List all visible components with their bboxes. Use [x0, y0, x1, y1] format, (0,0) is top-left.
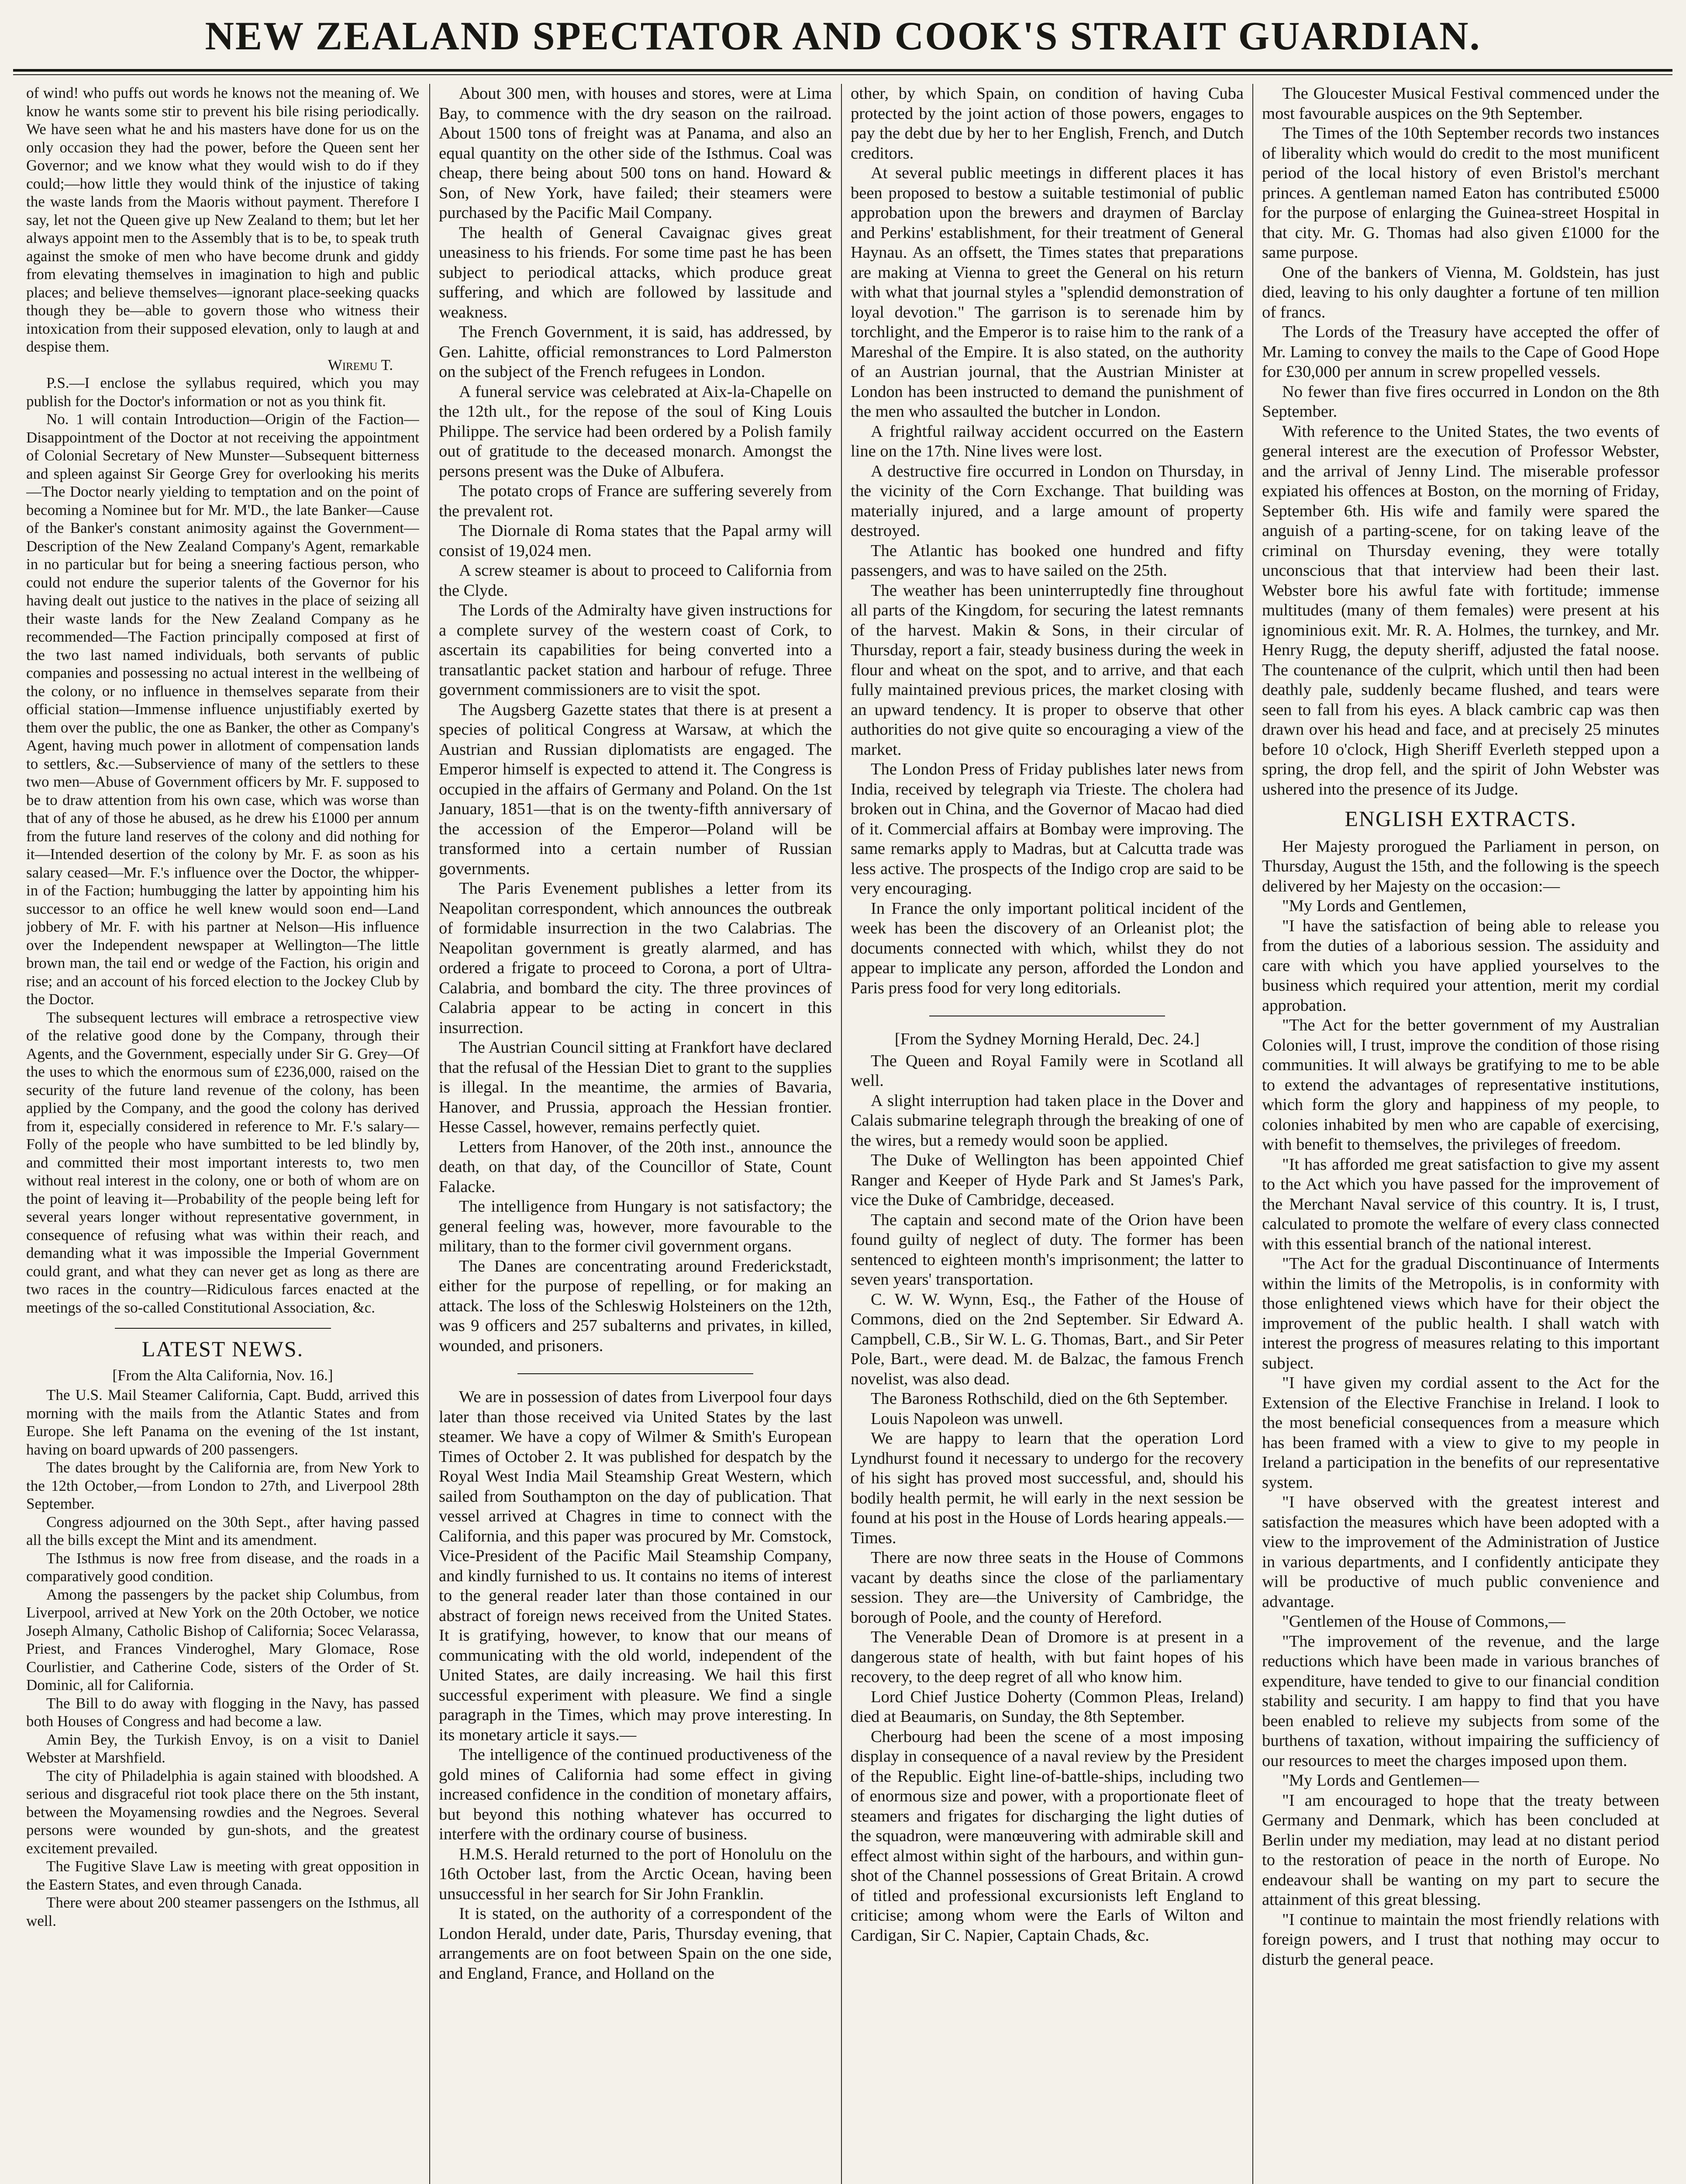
news-item: Louis Napoleon was unwell. — [871, 1409, 1063, 1428]
section-heading-english-extracts: ENGLISH EXTRACTS. — [1345, 806, 1577, 831]
news-item: Amin Bey, the Turkish Envoy, is on a visit to Daniel Webster at Marshfield. — [26, 1731, 419, 1766]
news-item: C. W. W. Wynn, Esq., the Father of the House of Commons, died on the 2nd September. Sir Edward A. Campbell, C.B., Sir W. L. G. Thomas, Bart., and Sir Peter Pole, Bart., were dead. M. de Balzac, the famous French novelist, was also dead. — [851, 1290, 1244, 1388]
news-item: The dates brought by the California are, from New York to the 12th October,—from London to 27th, and Liverpool 28th September. — [26, 1459, 419, 1512]
speech-paragraph: Her Majesty prorogued the Parliament in person, on Thursday, August the 15th, and the following is the speech delivered by her Majesty on the occasion:— — [1262, 837, 1659, 895]
column-divider — [429, 84, 430, 2184]
masthead-title: NEW ZEALAND SPECTATOR AND COOK'S STRAIT GUARDIAN. — [205, 14, 1481, 58]
news-item: Cherbourg had been the scene of a most imposing display in consequence of a naval review by the President of the Republic. Eight line-of-battle-ships, including two of enormous size and power, with a proportionate fleet of steamers and frigates for discharging the light duties of the squadron, were manœuvering with admirable skill and effect almost within sight of the harbours, and within gun-shot of the Channel possessions of Great Britain. A crowd of titled and professional excursionists left England to criticise; among whom were the Earls of Wilton and Cardigan, Sir C. Napier, Captain Chads, &c. — [851, 1727, 1244, 1945]
news-item: The London Press of Friday publishes later news from India, received by telegraph via Trieste. The cholera had broken out in China, and the Governor of Macao had died of it. Commercial affairs at Bombay were improving. The same remarks apply to Madras, but at Calcutta trade was less active. The prospects of the Indigo crop are said to be very encouraging. — [851, 760, 1244, 898]
speech-paragraph: "My Lords and Gentlemen, — [1282, 897, 1467, 915]
news-item: A screw steamer is about to proceed to California from the Clyde. — [439, 561, 832, 600]
news-item: The intelligence of the continued productiveness of the gold mines of California had some effect in giving increased confidence in the condition of monetary affairs, but beyond this nothing whatever has occurred to interfere with the ordinary course of business. — [439, 1745, 832, 1843]
news-item: There were about 200 steamer passengers on the Isthmus, all well. — [26, 1894, 419, 1929]
news-item: other, by which Spain, on condition of having Cuba protected by the joint action of those powers, engages to pay the debt due by her to her English, French, and Dutch creditors. — [851, 84, 1244, 162]
news-item: A funeral service was celebrated at Aix-la-Chapelle on the 12th ult., for the repose of the soul of King Louis Philippe. The service had been ordered by a Polish family out of gratitude to the deceased monarch. Amongst the persons present was the Duke of Albufera. — [439, 382, 832, 480]
news-item: The Queen and Royal Family were in Scotland all well. — [851, 1051, 1244, 1090]
news-item: The U.S. Mail Steamer California, Capt. Budd, arrived this morning with the mails from the Atlantic States and from Europe. She left Panama on the evening of the 1st instant, having on board upwards of 200 passengers. — [26, 1386, 419, 1458]
news-item: The city of Philadelphia is again stained with bloodshed. A serious and disgraceful riot took place there on the 5th instant, between the Moyamensing rowdies and the Negroes. Several persons were wounded by gun-shots, and the greatest excitement prevailed. — [26, 1767, 419, 1857]
news-item: The Danes are concentrating around Frederickstadt, either for the purpose of repelling, or for making an attack. The loss of the Schleswig Holsteiners on the 12th, was 9 officers and 257 subalterns and privates, in killed, wounded, and prisoners. — [439, 1257, 832, 1355]
news-item: The Duke of Wellington has been appointed Chief Ranger and Keeper of Hyde Park and St James's Park, vice the Duke of Cambridge, deceased. — [851, 1151, 1244, 1209]
speech-paragraph: "It has afforded me great satisfaction to give my assent to the Act which you have passed for the improvement of the Merchant Naval service of this country. It is, I trust, calculated to promote the welfare of every class connected with this essential branch of the national interest. — [1262, 1155, 1659, 1253]
news-item: The captain and second mate of the Orion have been found guilty of neglect of duty. The former has been sentenced to eighteen month's imprisonment; the latter to seven years' transportation. — [851, 1210, 1244, 1289]
news-item: There are now three seats in the House of Commons vacant by deaths since the close of the parliamentary session. They are—the University of Cambridge, the borough of Poole, and the county of Hereford. — [851, 1548, 1244, 1627]
speech-paragraph: "Gentlemen of the House of Commons,— — [1282, 1612, 1565, 1631]
news-item: We are in possession of dates from Liverpool four days later than those received via United States by the last steamer. We have a copy of Wilmer & Smith's European Times of October 2. It was published for despatch by the Royal West India Mail Steamship Great Western, which sailed from Southampton on the day of publication. That vessel arrived at Chagres in time to connect with the California, and this paper was procured by Mr. Comstock, Vice-President of the Pacific Mail Steamship Company, and kindly furnished to us. It contains no items of interest to the general reader later than those contained in our abstract of foreign news received from the United States. It is gratifying, however, to know that our means of communicating with the old world, independent of the United States, are daily increasing. We hail this first successful experiment with pleasure. We find a single paragraph in the Times, which may prove interesting. In its monetary article it says.— — [439, 1388, 832, 1744]
news-item: The French Government, it is said, has addressed, by Gen. Lahitte, official remonstrances to Lord Palmerston on the subject of the French refugees in London. — [439, 323, 832, 381]
news-item: No fewer than five fires occurred in London on the 8th September. — [1262, 382, 1659, 421]
news-item: The Fugitive Slave Law is meeting with great opposition in the Eastern States, and even through Canada. — [26, 1858, 419, 1893]
news-item: The Venerable Dean of Dromore is at present in a dangerous state of health, with but faint hopes of his recovery, to the deep regret of all who know him. — [851, 1628, 1244, 1686]
news-item: The Lords of the Admiralty have given instructions for a complete survey of the western coast of Cork, to ascertain its capabilities for being converted into a transatlantic packet station and harbour of refuge. Three government commissioners are to visit the spot. — [439, 601, 832, 699]
column-4 — [1262, 84, 1659, 2184]
news-item: H.M.S. Herald returned to the port of Honolulu on the 16th October last, from the Arctic Ocean, having been unsuccessful in her search for Sir John Franklin. — [439, 1845, 832, 1903]
news-item: The Augsberg Gazette states that there is at present a species of political Congress at Warsaw, at which the Austrian and Russian diplomatists are engaged. The Emperor himself is expected to attend it. The Congress is occupied in the affairs of Germany and Poland. On the 1st January, 1851—that is on the twenty-fifth anniversary of the accession of the Emperor—Poland will be transformed into a certain number of Russian governments. — [439, 700, 832, 878]
syllabus-paragraph: No. 1 will contain Introduction—Origin of the Faction—Disappointment of the Doctor at not receiving the appointment of Colonial Secretary of New Munster—Subsequent bitterness and spleen against Sir George Grey for overlooking his merits—The Doctor nearly yielding to temptation and on the point of becoming a Nominee but for Mr. M'D., the late Banker—Cause of the Banker's constant animosity against the Government—Description of the New Zealand Company's Agent, remarkable in no particular but for being a sneering factious person, who could not endure the superior talents of the Governor for his having dealt out justice to the natives in the place of seizing all their waste lands for the New Zealand Company as he recommended—The Faction principally composed at first of the two last named individuals, both servants of public companies and possessing no actual interest in the wellbeing of the colony, or no influence in themselves separate from their official station—Immense influence unjustifiably exerted by them over the public, the one as Banker, the other as Company's Agent, having much power in allotment of compensation lands to settlers, &c.—Subservience of many of the settlers to these two men—Abuse of Government officers by Mr. F. supposed to be to draw attention from his own case, which was worse than that of any of those he abused, as he drew his £1000 per annum from the future land reserves of the colony and did nothing for it—Intended desertion of the colony by Mr. F. as soon as his salary ceased—Mr. F.'s influence over the Doctor, the whipper-in of the Faction; humbugging the latter by appointing him his successor to an office he well knew would soon end—Land jobbery of Mr. F. with his partner at Nelson—His influence over the Independent newspaper at Wellington—The little brown man, the tail end or wedge of the Faction, his origin and rise; and an account of his forced election to the Jockey Club by the Doctor. — [26, 411, 419, 1008]
news-item: At several public meetings in different places it has been proposed to bestow a suitable testimonial of public approbation upon the brewers and draymen of Barclay and Perkins' establishment, for their treatment of General Haynau. As an offsett, the Times states that preparations are making at Vienna to greet the General on his return with what that journal styles a "splendid demonstration of loyal devotion." The garrison is to serenade him by torchlight, and the Emperor is to raise him to the rank of a Mareshal of the Empire. It is also stated, on the authority of an Austrian journal, that the Austrian Minister at London has been instructed to demand the punishment of the men who assaulted the butcher in London. — [851, 164, 1244, 421]
news-item: The Baroness Rothschild, died on the 6th September. — [871, 1389, 1228, 1408]
news-item: Letters from Hanover, of the 20th inst., announce the death, on that day, of the Councillor of State, Count Falacke. — [439, 1137, 832, 1196]
news-item: About 300 men, with houses and stores, were at Lima Bay, to commence with the dry season on the railroad. About 1500 tons of freight was at Panama, and also an equal quantity on the other side of the Isthmus. Coal was cheap, there being about 500 tons on hand. Howard & Son, of New York, have failed; their steamers were purchased by the Pacific Mail Company. — [439, 84, 832, 222]
letter-postscript: P.S.—I enclose the syllabus required, which you may publish for the Doctor's information or not as you think fit. — [26, 374, 419, 410]
speech-paragraph: "The improvement of the revenue, and the large reductions which have been made in various branches of expenditure, have tended to give to our financial condition stability and security. I am happy to find that you have been enabled to relieve my subjects from some of the burthens of taxation, without impairing the sufficiency of our resources to meet the charges imposed upon them. — [1262, 1632, 1659, 1770]
news-item: A slight interruption had taken place in the Dover and Calais submarine telegraph through the breaking of one of the wires, but a remedy would soon be applied. — [851, 1091, 1244, 1150]
news-item: The weather has been uninterruptedly fine throughout all parts of the Kingdom, for securing the latest remnants of the harvest. Makin & Sons, in their circular of Thursday, report a fair, steady business during the week in flour and wheat on the spot, and to arrive, and that each fully maintained previous prices, the market closing with an upward tendency. It is proper to observe that other authorities do not give quite so encouraging a view of the market. — [851, 581, 1244, 759]
news-item: The intelligence from Hungary is not satisfactory; the general feeling was, however, more favourable to the military, than to the former civil government organs. — [439, 1197, 832, 1255]
section-rule — [517, 1373, 753, 1374]
news-item: We are happy to learn that the operation Lord Lyndhurst found it necessary to undergo for the recovery of his sight has proved most successful, and, should his bodily health permit, he will early in the next session be found at his post in the House of Lords hearing appeals.—Times. — [851, 1429, 1244, 1547]
news-item: With reference to the United States, the two events of general interest are the execution of Professor Webster, and the arrival of Jenny Lind. The miserable professor expiated his offences at Boston, on the morning of Friday, September 6th. His wife and family were spared the anguish of a parting-scene, for on taking leave of the criminal on Thursday evening, they were totally unconscious that that interview had been their last. Webster bore his awful fate with fortitude; immense multitudes (many of them females) were present at his ignominious exit. Mr. R. A. Holmes, the turnkey, and Mr. Henry Rugg, the deputy sheriff, adjusted the fatal noose. The countenance of the culprit, which until then had been deathly pale, suddenly became flushed, and tears were seen to fall from his eyes. A black cambric cap was then drawn over his head and face, and at precisely 25 minutes before 10 o'clock, High Sheriff Everleth stepped upon a spring, the drop fell, and the spirit of John Webster was ushered into the presence of its Judge. — [1262, 422, 1659, 798]
letter-paragraph: of wind! who puffs out words he knows not the meaning of. We know he wants some stir to prevent his bile rising periodically. We have seen what he and his masters have done for us on the only occasion they had the power, before the Queen sent her Governor; and we know what they would wish to do if they could;—how little they would think of the injustice of taking the waste lands from the Maoris without payment. Therefore I say, let not the Queen give up New Zealand to them; but let her always appoint men to the Assembly that is to be, to speak truth against the smoke of men who have become drunk and giddy from elevating themselves in imagination to high and public places; and believe themselves—ignorant place-seeking quacks though they be—able to govern those who witness their intoxication from their supposed elevation, only to laugh at and despise them. — [26, 84, 419, 355]
news-item: The Paris Evenement publishes a letter from its Neapolitan correspondent, which announces the outbreak of formidable insurrection in the two Calabrias. The Neapolitan government is greatly alarmed, and has ordered a frigate to proceed to Corona, a port of Ultra-Calabria, and bombard the city. The three provinces of Calabria appear to be acting in concert in this insurrection. — [439, 879, 832, 1037]
masthead-rule — [13, 69, 1672, 72]
column-divider — [841, 84, 842, 2184]
news-item: The Diornale di Roma states that the Papal army will consist of 19,024 men. — [439, 522, 832, 560]
letter-signature: Wiremu T. — [328, 356, 393, 373]
speech-paragraph: "I am encouraged to hope that the treaty between Germany and Denmark, which has been concluded at Berlin under my mediation, may lead at no distant period to the restoration of peace in the north of Europe. No endeavour shall be wanting on my part to secure the attainment of this great blessing. — [1262, 1791, 1659, 1909]
speech-paragraph: "The Act for the better government of my Australian Colonies will, I trust, improve the condition of those rising communities. It will always be gratifying to me to be able to extend the advantages of representative institutions, which form the glory and happiness of my people, to colonies inhabited by men who are capable of exercising, with benefit to themselves, the privileges of freedom. — [1262, 1016, 1659, 1154]
speech-paragraph: "I have given my cordial assent to the Act for the Extension of the Elective Franchise in Ireland. I look to the most beneficial consequences from a measure which has been framed with a view to give to my people in Ireland a participation in the benefits of our representative system. — [1262, 1374, 1659, 1492]
news-item: The health of General Cavaignac gives great uneasiness to his friends. For some time past he has been subject to periodical attacks, which produce great suffering, and which are followed by lassitude and weakness. — [439, 223, 832, 321]
column-3 — [851, 84, 1244, 2184]
section-rule — [115, 1328, 331, 1329]
news-item: The Atlantic has booked one hundred and fifty passengers, and was to have sailed on the 25th. — [851, 541, 1244, 580]
news-item: The Isthmus is now free from disease, and the roads in a comparatively good condition. — [26, 1549, 419, 1585]
section-heading-latest-news: LATEST NEWS. — [141, 1337, 304, 1361]
news-item: The Austrian Council sitting at Frankfort have declared that the refusal of the Hessian Diet to grant to the supplies is illegal. In the meantime, the armies of Bavaria, Hanover, and Prussia, approach the Hessian frontier. Hesse Cassel, however, remains perfectly quiet. — [439, 1038, 832, 1136]
speech-paragraph: "I have observed with the greatest interest and satisfaction the measures which have been adopted with a view to the improvement of the Administration of Justice in various departments, and I confidently anticipate they will be productive of much public convenience and advantage. — [1262, 1493, 1659, 1611]
news-item: Lord Chief Justice Doherty (Common Pleas, Ireland) died at Beaumaris, on Sunday, the 8th September. — [851, 1687, 1244, 1726]
news-item: It is stated, on the authority of a correspondent of the London Herald, under date, Paris, Thursday evening, that arrangements are on foot between Spain on the one side, and England, France, and Holland on the — [439, 1904, 832, 1983]
masthead-rule-thin — [13, 74, 1672, 75]
news-item: A frightful railway accident occurred on the Eastern line on the 17th. Nine lives were lost. — [851, 422, 1244, 460]
speech-paragraph: "The Act for the gradual Discontinuance of Interments within the limits of the Metropolis, is in conformity with those enlightened views which have for their object the improvement of the public health. I shall watch with interest the progress of measures relating to this important subject. — [1262, 1254, 1659, 1372]
news-item: The Times of the 10th September records two instances of liberality which would do credit to the most munificent period of the local history of even Bristol's merchant princes. A gentleman named Eaton has contributed £5000 for the purpose of enlarging the Guinea-street Hospital in that city. Mr. G. Thomas had also given £1000 for the same purpose. — [1262, 124, 1659, 262]
column-2 — [439, 84, 832, 2184]
speech-paragraph: "My Lords and Gentlemen— — [1282, 1771, 1479, 1790]
speech-paragraph: "I have the satisfaction of being able to release you from the duties of a laborious session. The assiduity and care with which you have applied yourselves to the business which required your attention, merit my cordial approbation. — [1262, 916, 1659, 1015]
news-item: The Lords of the Treasury have accepted the offer of Mr. Laming to convey the mails to the Cape of Good Hope for £30,000 per annum in screw propelled vessels. — [1262, 323, 1659, 381]
speech-paragraph: "I continue to maintain the most friendly relations with foreign powers, and I trust that nothing may occur to disturb the general peace. — [1262, 1910, 1659, 1969]
news-item: The potato crops of France are suffering severely from the prevalent rot. — [439, 482, 832, 520]
source-line: [From the Sydney Morning Herald, Dec. 24.] — [894, 1030, 1200, 1048]
news-item: A destructive fire occurred in London on Thursday, in the vicinity of the Corn Exchange. That building was materially injured, and a large amount of property destroyed. — [851, 462, 1244, 540]
source-line: [From the Alta California, Nov. 16.] — [112, 1366, 333, 1384]
news-item: Among the passengers by the packet ship Columbus, from Liverpool, arrived at New York on the 20th October, we notice Joseph Almany, Catholic Bishop of California; Socec Velarassa, Priest, and Frances Vinderoghel, Mary Glomace, Rose Courlistier, and Catherine Code, sisters of the Order of St. Dominic, all for California. — [26, 1586, 419, 1693]
column-divider — [1252, 84, 1253, 2184]
news-item: One of the bankers of Vienna, M. Goldstein, has just died, leaving to his only daughter a fortune of ten million of francs. — [1262, 263, 1659, 321]
news-item: The Bill to do away with flogging in the Navy, has passed both Houses of Congress and had become a law. — [26, 1694, 419, 1730]
column-1 — [26, 84, 419, 2184]
news-item: The Gloucester Musical Festival commenced under the most favourable auspices on the 9th September. — [1262, 84, 1659, 123]
news-item: Congress adjourned on the 30th Sept., after having passed all the bills except the Mint and its amendment. — [26, 1513, 419, 1548]
news-item: In France the only important political incident of the week has been the discovery of an Orleanist plot; the documents connected with which, whilst they do not appear to implicate any person, afforded the London and Paris press food for very long editorials. — [851, 899, 1244, 997]
syllabus-paragraph: The subsequent lectures will embrace a retrospective view of the relative good done by the Company, through their Agents, and the Government, especially under Sir G. Grey—Of the uses to which the enormous sum of £236,000, raised on the security of the future land revenue of the colony, has been applied by the Company, and the good the colony has derived from it, especially considered in reference to Mr. F.'s salary—Folly of the people who have sumbitted to be led blindly by, and committed their most important interests to, two men without real interest in the colony, one or both of whom are on the point of leaving it—Probability of the people being left for several years longer without representative government, in consequence of refusing what was within their reach, and demanding what it was impossible the Imperial Government could grant, and what they can never get as long as there are two races in the country—Ridiculous farces enacted at the meetings of the so-called Constitutional Association, &c. — [26, 1009, 419, 1316]
